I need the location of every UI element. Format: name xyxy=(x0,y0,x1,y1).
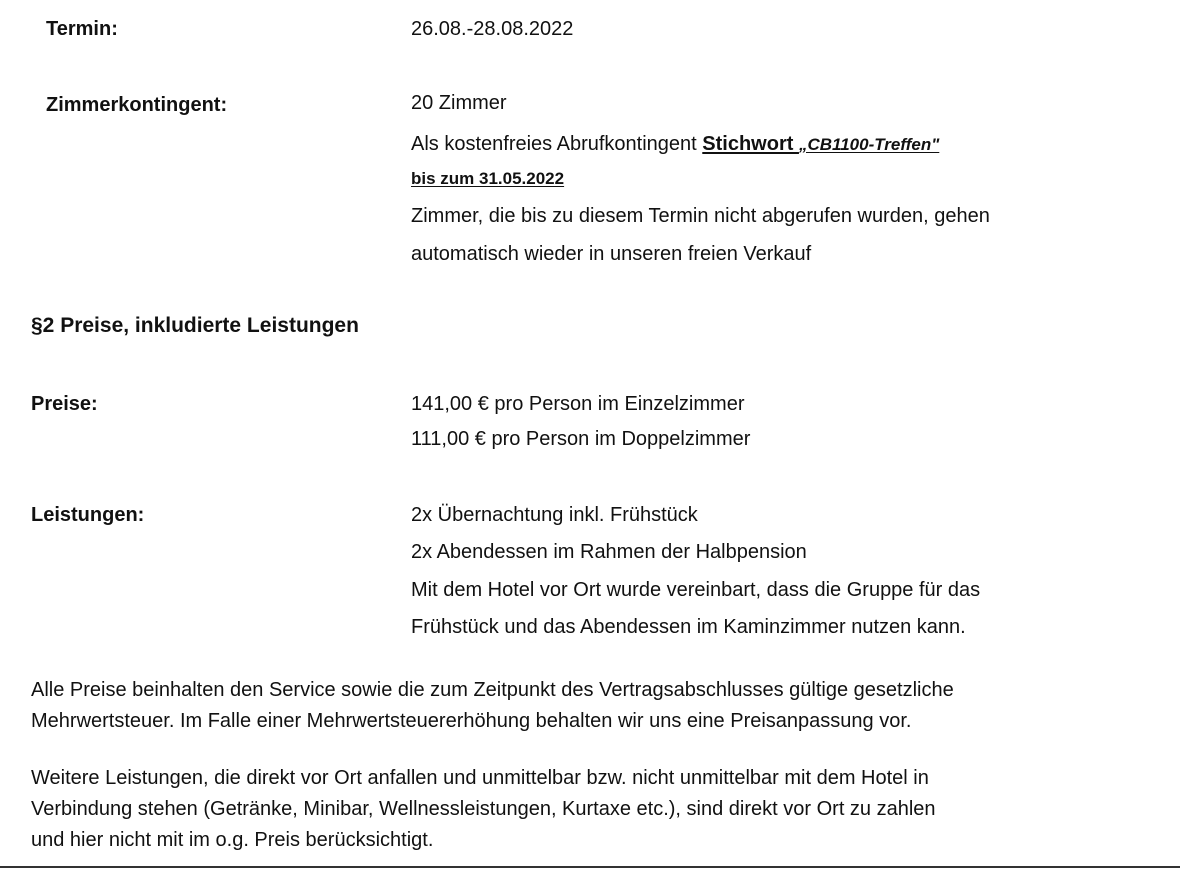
abruf-kontingent-line xyxy=(411,129,939,160)
mwst-line: Alle Preise beinhalten den Service sowie die zum Zeitpunkt des Vertragsabschlusses gültige gesetzliche xyxy=(31,679,954,701)
section-heading: §2 Preise, inkludierte Leistungen xyxy=(31,314,359,337)
stichwort-value: „CB1100-Treffen" xyxy=(798,135,940,154)
leistung-item: Mit dem Hotel vor Ort wurde vereinbart, dass die Gruppe für das xyxy=(411,579,981,601)
weitere-leistungen-paragraph xyxy=(31,763,1171,856)
preis-doppelzimmer: 111,00 € pro Person im Doppelzimmer xyxy=(411,428,751,450)
zimmerkontingent-label: Zimmerkontingent: xyxy=(46,94,228,116)
weitere-line: und hier nicht mit im o.g. Preis berücksichtigt. xyxy=(31,829,434,851)
weitere-line: Weitere Leistungen, die direkt vor Ort anfallen und unmittelbar bzw. nicht unmittelbar mit dem Hotel in xyxy=(31,767,929,789)
leistung-item: Frühstück und das Abendessen im Kaminzimmer nutzen kann. xyxy=(411,616,966,638)
stichwort-label: Stichwort xyxy=(702,133,799,155)
termin-value: 26.08.-28.08.2022 xyxy=(411,18,574,40)
preis-einzelzimmer: 141,00 € pro Person im Einzelzimmer xyxy=(411,393,745,415)
page-bottom-rule xyxy=(0,866,1180,868)
preise-label: Preise: xyxy=(31,393,98,415)
zimmer-note-line1: Zimmer, die bis zu diesem Termin nicht abgerufen wurden, gehen xyxy=(411,205,990,227)
abruf-prefix: Als kostenfreies Abrufkontingent xyxy=(411,133,703,155)
zimmer-note-line2: automatisch wieder in unseren freien Verkauf xyxy=(411,243,812,265)
deadline: bis zum 31.05.2022 xyxy=(411,169,565,188)
weitere-line: Verbindung stehen (Getränke, Minibar, Wellnessleistungen, Kurtaxe etc.), sind direkt vor Ort zu zahlen xyxy=(31,798,936,820)
zimmer-count: 20 Zimmer xyxy=(411,92,507,114)
leistungen-label: Leistungen: xyxy=(31,504,145,526)
leistung-item: 2x Übernachtung inkl. Frühstück xyxy=(411,504,698,526)
mwst-paragraph xyxy=(31,675,1171,737)
mwst-line: Mehrwertsteuer. Im Falle einer Mehrwertsteuererhöhung behalten wir uns eine Preisanpassung vor. xyxy=(31,710,912,732)
termin-label: Termin: xyxy=(46,18,118,40)
leistung-item: 2x Abendessen im Rahmen der Halbpension xyxy=(411,541,807,563)
